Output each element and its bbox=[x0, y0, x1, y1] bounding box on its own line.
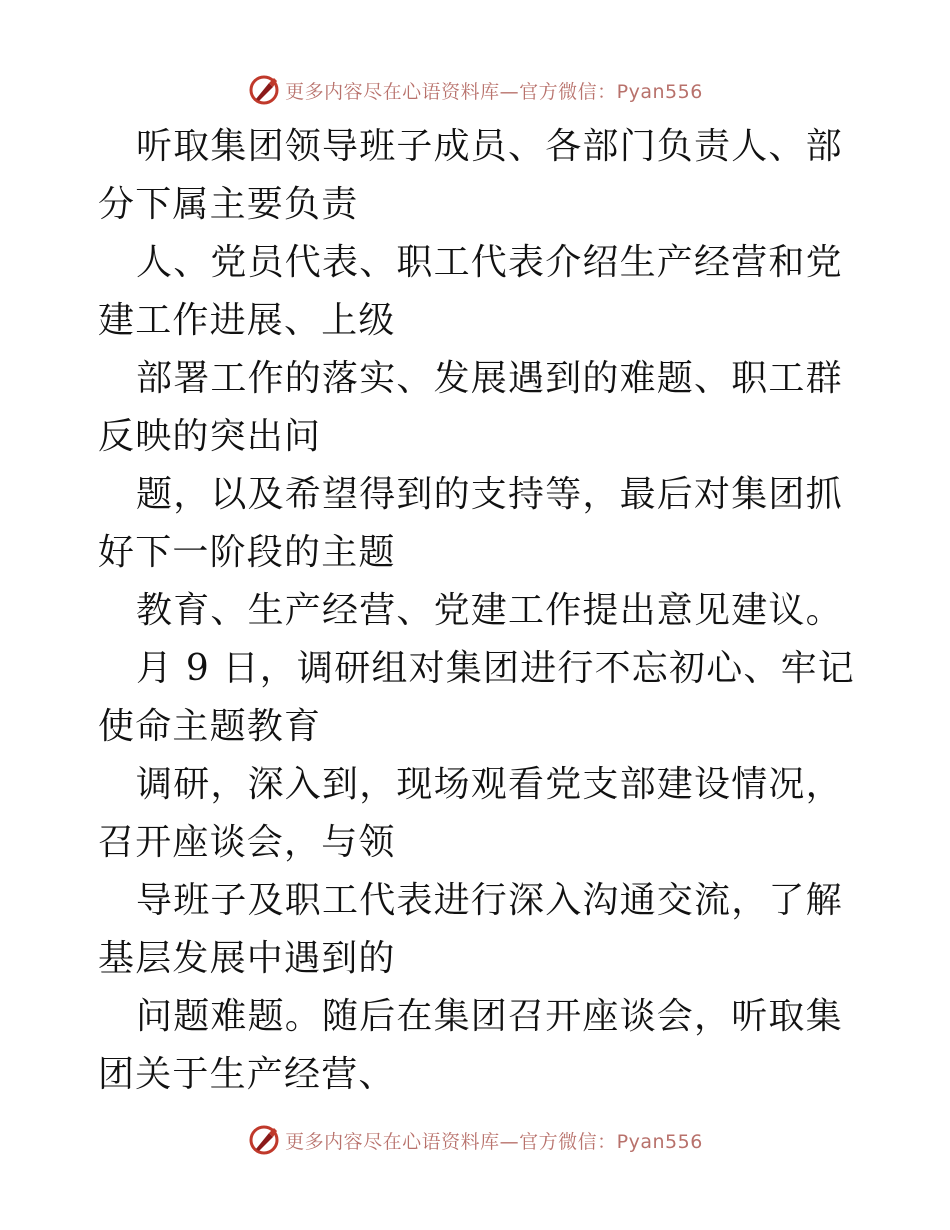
header-watermark bbox=[0, 70, 950, 110]
paragraph: 题，以及希望得到的支持等，最后对集团抓好下一阶段的主题 bbox=[98, 474, 843, 573]
paragraph: 部署工作的落实、发展遇到的难题、职工群反映的突出问 bbox=[98, 358, 843, 457]
paragraph: 问题难题。随后在集团召开座谈会，听取集团关于生产经营、 bbox=[98, 996, 843, 1095]
pen-nib-logo-icon bbox=[247, 73, 281, 107]
paragraph: 导班子及职工代表进行深入沟通交流，了解基层发展中遇到的 bbox=[98, 880, 843, 979]
paragraph: 人、党员代表、职工代表介绍生产经营和党建工作进展、上级 bbox=[98, 242, 843, 341]
footer-watermark bbox=[0, 1120, 950, 1160]
footer-watermark-text: 更多内容尽在心语资料库—官方微信：Pyan556 bbox=[285, 1130, 703, 1153]
pen-nib-logo-icon bbox=[247, 1123, 281, 1157]
paragraph: 调研，深入到，现场观看党支部建设情况，召开座谈会，与领 bbox=[98, 764, 843, 863]
paragraph: 月 9 日，调研组对集团进行不忘初心、牢记使命主题教育 bbox=[98, 648, 855, 747]
paragraph: 教育、生产经营、党建工作提出意见建议。 bbox=[136, 590, 843, 631]
document-body bbox=[98, 118, 858, 1104]
header-watermark-text: 更多内容尽在心语资料库—官方微信：Pyan556 bbox=[285, 80, 703, 103]
paragraph: 听取集团领导班子成员、各部门负责人、部分下属主要负责 bbox=[98, 126, 843, 225]
